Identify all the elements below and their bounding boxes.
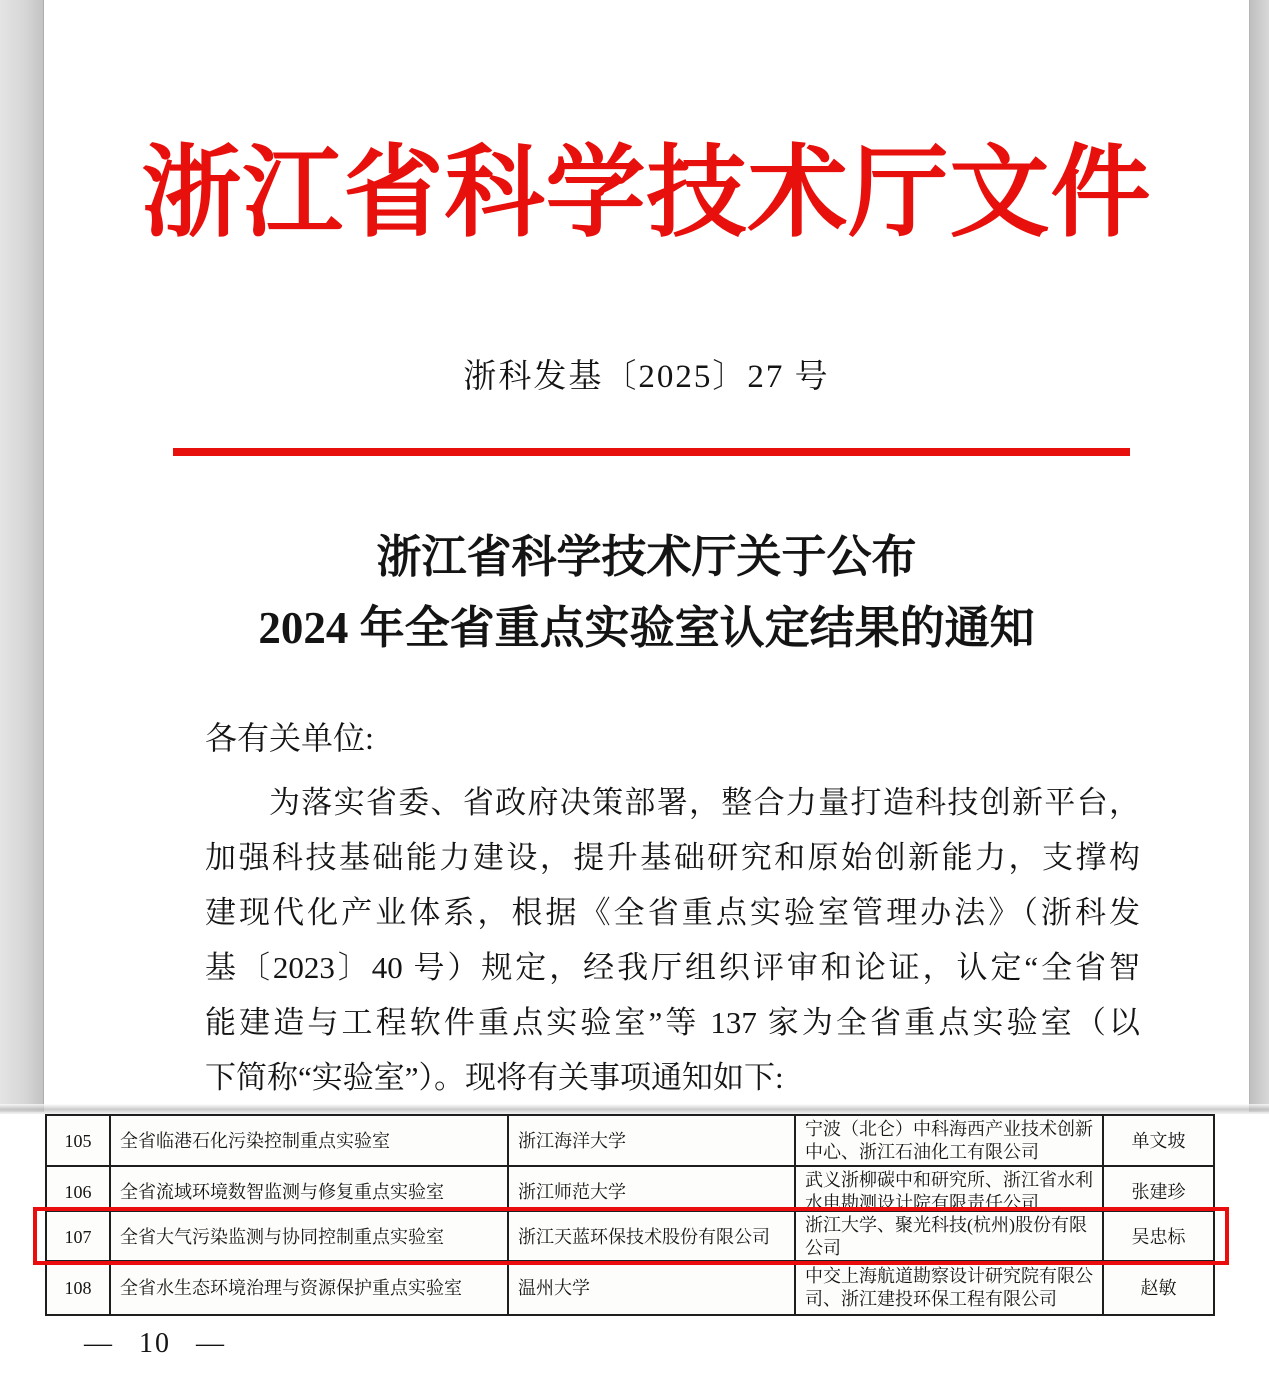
notice-subject-line1: 浙江省科学技术厅关于公布	[376, 532, 917, 582]
table-row	[47, 1167, 1213, 1212]
cell-institution: 浙江师范大学	[509, 1167, 796, 1217]
cell-partners: 武义浙柳碳中和研究所、浙江省水利水电勘测设计院有限责任公司	[796, 1167, 1104, 1217]
row-107-highlight-box	[33, 1207, 1229, 1265]
cell-row-number: 105	[47, 1116, 111, 1166]
cell-row-number: 107	[47, 1212, 111, 1262]
cell-row-number: 106	[47, 1167, 111, 1217]
salutation: 各有关单位:	[205, 720, 374, 756]
document-header-title: 浙江省科学技术厅文件	[141, 138, 1152, 249]
page-seam-shadow	[0, 1104, 1269, 1114]
cell-institution: 温州大学	[509, 1262, 796, 1314]
cell-lab-name: 全省临港石化污染控制重点实验室	[111, 1116, 509, 1166]
cell-row-number: 108	[47, 1262, 111, 1314]
document-number: 浙科发基〔2025〕27 号	[463, 359, 830, 395]
cell-director: 单文坡	[1131, 1130, 1186, 1151]
red-divider-rule	[173, 448, 1130, 456]
body-line: 建现代化产业体系，根据《全省重点实验室管理办法》（浙科发	[205, 895, 1140, 930]
cell-director: 吴忠标	[1131, 1226, 1186, 1247]
body-line: 加强科技基础能力建设，提升基础研究和原始创新能力，支撑构	[205, 840, 1140, 875]
body-line: 能建造与工程软件重点实验室”等 137 家为全省重点实验室（以	[205, 1005, 1140, 1040]
cell-partners: 中交上海航道勘察设计研究院有限公司、浙江建投环保工程有限公司	[796, 1262, 1104, 1314]
cell-partners: 宁波（北仑）中科海西产业技术创新中心、浙江石油化工有限公司	[796, 1116, 1104, 1166]
cell-partners: 浙江大学、聚光科技(杭州)股份有限公司	[796, 1212, 1104, 1262]
cell-lab-name: 全省流域环境数智监测与修复重点实验室	[111, 1167, 509, 1217]
cell-lab-name: 全省大气污染监测与协同控制重点实验室	[111, 1212, 509, 1262]
notice-body	[205, 775, 1140, 1105]
notice-subject-line2: 2024 年全省重点实验室认定结果的通知	[258, 603, 1035, 653]
page-number: — 10 —	[84, 1328, 226, 1359]
notice-subject	[44, 522, 1249, 664]
cell-lab-name: 全省水生态环境治理与资源保护重点实验室	[111, 1262, 509, 1314]
table-row	[47, 1116, 1213, 1167]
cell-institution: 浙江天蓝环保技术股份有限公司	[509, 1212, 796, 1262]
body-line: 下简称“实验室”）。现将有关事项通知如下:	[205, 1060, 784, 1095]
cell-institution: 浙江海洋大学	[509, 1116, 796, 1166]
cell-director: 赵敏	[1140, 1277, 1177, 1298]
scan-margin-right	[1249, 0, 1269, 1112]
cell-director: 张建珍	[1131, 1181, 1186, 1202]
scan-margin-left	[0, 0, 44, 1112]
body-line: 基〔2023〕40 号）规定，经我厅组织评审和论证，认定“全省智	[205, 950, 1140, 985]
body-line: 为落实省委、省政府决策部署，整合力量打造科技创新平台，	[269, 785, 1140, 820]
table-row	[47, 1262, 1213, 1314]
